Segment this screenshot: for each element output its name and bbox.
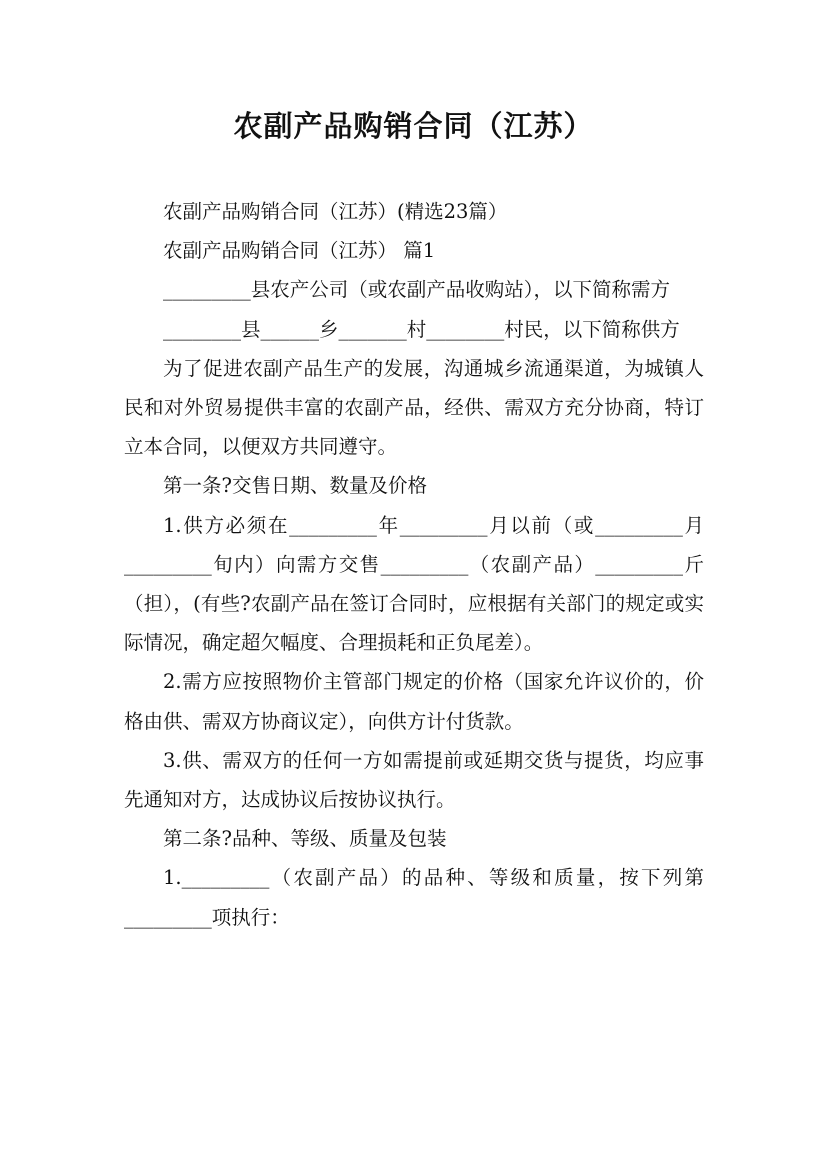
paragraph: 农副产品购销合同（江苏）(精选23篇）: [163, 200, 508, 223]
paragraph: 农副产品购销合同（江苏） 篇1: [163, 239, 436, 263]
paragraph: 1.供方必须在_________年_________月以前（或_________月_________旬内）向需方交售_________（农副产品）_________斤（担），(有些?农副产品在签订合同时，应根据有关部门的规定或实际情况，确定超欠幅度、合理损耗和正负尾差）。: [124, 513, 704, 655]
paragraph: 3.供、需双方的任何一方如需提前或延期交货与提货，均应事先通知对方，达成协议后按协议执行。: [124, 748, 704, 812]
paragraph: 为了促进农副产品生产的发展，沟通城乡流通渠道，为城镇人民和对外贸易提供丰富的农副产品，经供、需双方充分协商，特订立本合同，以便双方共同遵守。: [124, 356, 704, 459]
paragraph: 第一条?交售日期、数量及价格: [163, 474, 427, 498]
paragraph: ________县______乡_______村________村民，以下简称供方: [163, 317, 680, 341]
paragraph: 1._________（农副产品）的品种、等级和质量，按下列第_________项执行：: [124, 866, 704, 929]
document-body: [124, 192, 704, 937]
paragraph: 第二条?品种、等级、质量及包装: [163, 827, 447, 851]
paragraph: _________县农产公司（或农副产品收购站），以下简称需方: [163, 278, 671, 302]
document-title: 农副产品购销合同（江苏）: [233, 109, 594, 143]
paragraph: 2.需方应按照物价主管部门规定的价格（国家允许议价的，价格由供、需双方协商议定），向供方计付货款。: [124, 670, 704, 733]
